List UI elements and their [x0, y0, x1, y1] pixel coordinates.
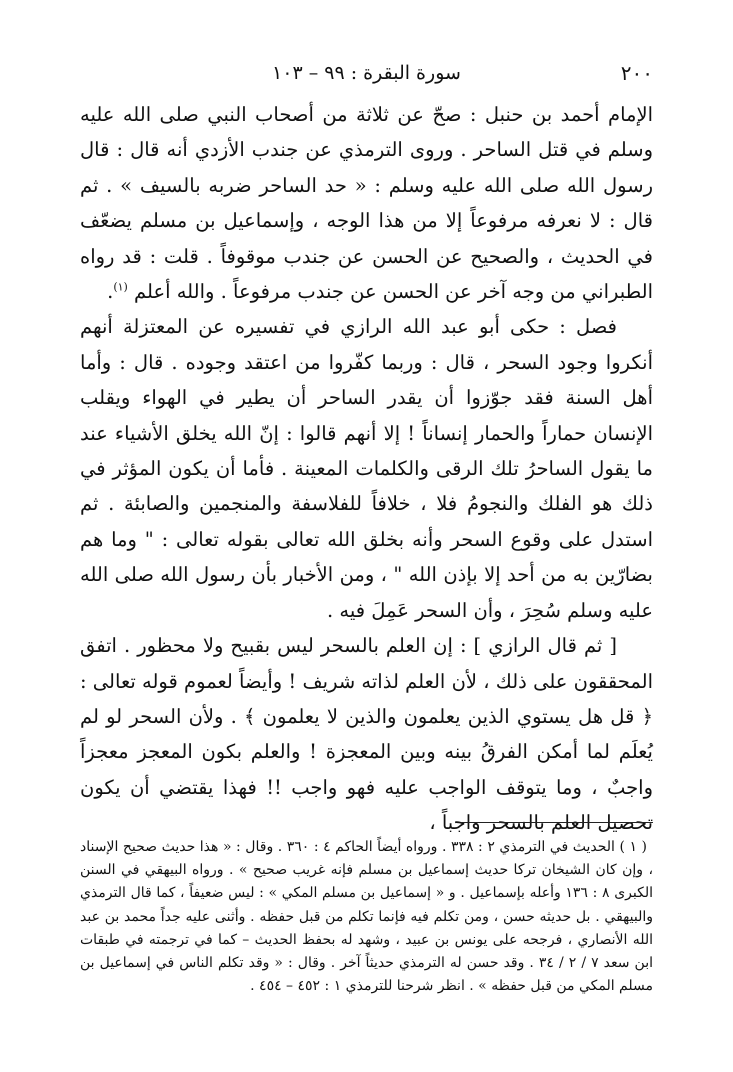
footnote-1: ( ١ ) الحديث في الترمذي ٢ : ٣٣٨ . ورواه أيضاً الحاكم ٤ : ٣٦٠ . وقال : « هذا حديث صحيح الإسناد ، وإن كان الشيخان تركا حديث إسماعيل بن مسلم فإنه غريب صحيح » . ورواه البيهقي في السنن الكبرى ٨ : ١٣٦ وأعله بإسماعيل . و « إسماعيل بن مسلم المكي » : ليس ضعيفاً ، كما قال الترمذي والبيهقي . بل حديثه حسن ، ومن تكلم فيه فإنما تكلم من قبل حفظه . وأثنى عليه جداً محمد بن عبد الله الأنصاري ، فرجحه على يونس بن عبيد ، وشهد له بحفظ الحديث – كما في ترجمته في طبقات ابن سعد ٧ / ٢ / ٣٤ . وقد حسن له الترمذي حديثاً آخر . وقال : « وقد تكلم الناس في إسماعيل بن مسلم المكي من قبل حفظه » . انظر شرحنا للترمذي ١ : ٤٥٢ – ٤٥٤ .	[80, 839, 653, 995]
page-header	[80, 58, 653, 88]
paragraph-hadith	[80, 97, 653, 309]
footnotes	[80, 836, 653, 998]
page-number: ٢٠٠	[620, 61, 653, 85]
paragraph-hadith-text: الإمام أحمد بن حنبل : صحّ عن ثلاثة من أصحاب النبي صلى الله عليه وسلم في قتل الساحر . وروى الترمذي عن جندب الأزدي أنه قال : قال رسول الله صلى الله عليه وسلم : « حد الساحر ضربه بالسيف » . ثم قال : لا نعرفه مرفوعاً إلا من هذا الوجه ، وإسماعيل بن مسلم يضعّف في الحديث ، والصحيح عن الحسن عن جندب موقوفاً . قلت : قد رواه الطبراني من وجه آخر عن الحسن عن جندب مرفوعاً . والله أعلم	[80, 103, 653, 304]
main-text	[80, 97, 653, 841]
paragraph-hadith-end: .	[107, 280, 114, 304]
footnote-reference: (١)	[113, 280, 128, 294]
footnote-separator	[461, 822, 653, 823]
paragraph-razi-quote: [ ثم قال الرازي ] : إن العلم بالسحر ليس بقبيح ولا محظور . اتفق المحققون على ذلك ، لأن العلم لذاته شريف ! وأيضاً لعموم قوله تعالى : ﴿ قل هل يستوي الذين يعلمون والذين لا يعلمون ﴾ . ولأن السحر لو لم يُعلَم لما أمكن الفرقُ بينه وبين المعجزة ! والعلم بكون المعجز معجزاً واجبٌ ، وما يتوقف الواجب عليه فهو واجب !! فهذا يقتضي أن يكون تحصيل العلم بالسحر واجباً ،	[80, 634, 653, 835]
paragraph-section-razi: فصل : حكى أبو عبد الله الرازي في تفسيره عن المعتزلة أنهم أنكروا وجود السحر ، قال : وربما كفّروا من اعتقد وجوده . قال : وأما أهل السنة فقد جوّزوا أن يقدر الساحر أن يطير في الهواء ويقلب الإنسان حماراً والحمار إنساناً ! إلا أنهم قالوا : إنّ الله يخلق الأشياء عند ما يقول الساحرُ تلك الرقى والكلمات المعينة . فأما أن يكون المؤثر في ذلك هو الفلك والنجومُ فلا ، خلافاً للفلاسفة والمنجمين والصابئة . ثم استدل على وقوع السحر وأنه بخلق الله تعالى بقوله تعالى : " وما هم بضارّين به من أحد إلا بإذن الله " ، ومن الأخبار بأن رسول الله صلى الله عليه وسلم سُحِرَ ، وأن السحر عَمِلَ فيه .	[80, 315, 653, 622]
running-title: سورة البقرة : ٩٩ – ١٠٣	[272, 62, 461, 84]
